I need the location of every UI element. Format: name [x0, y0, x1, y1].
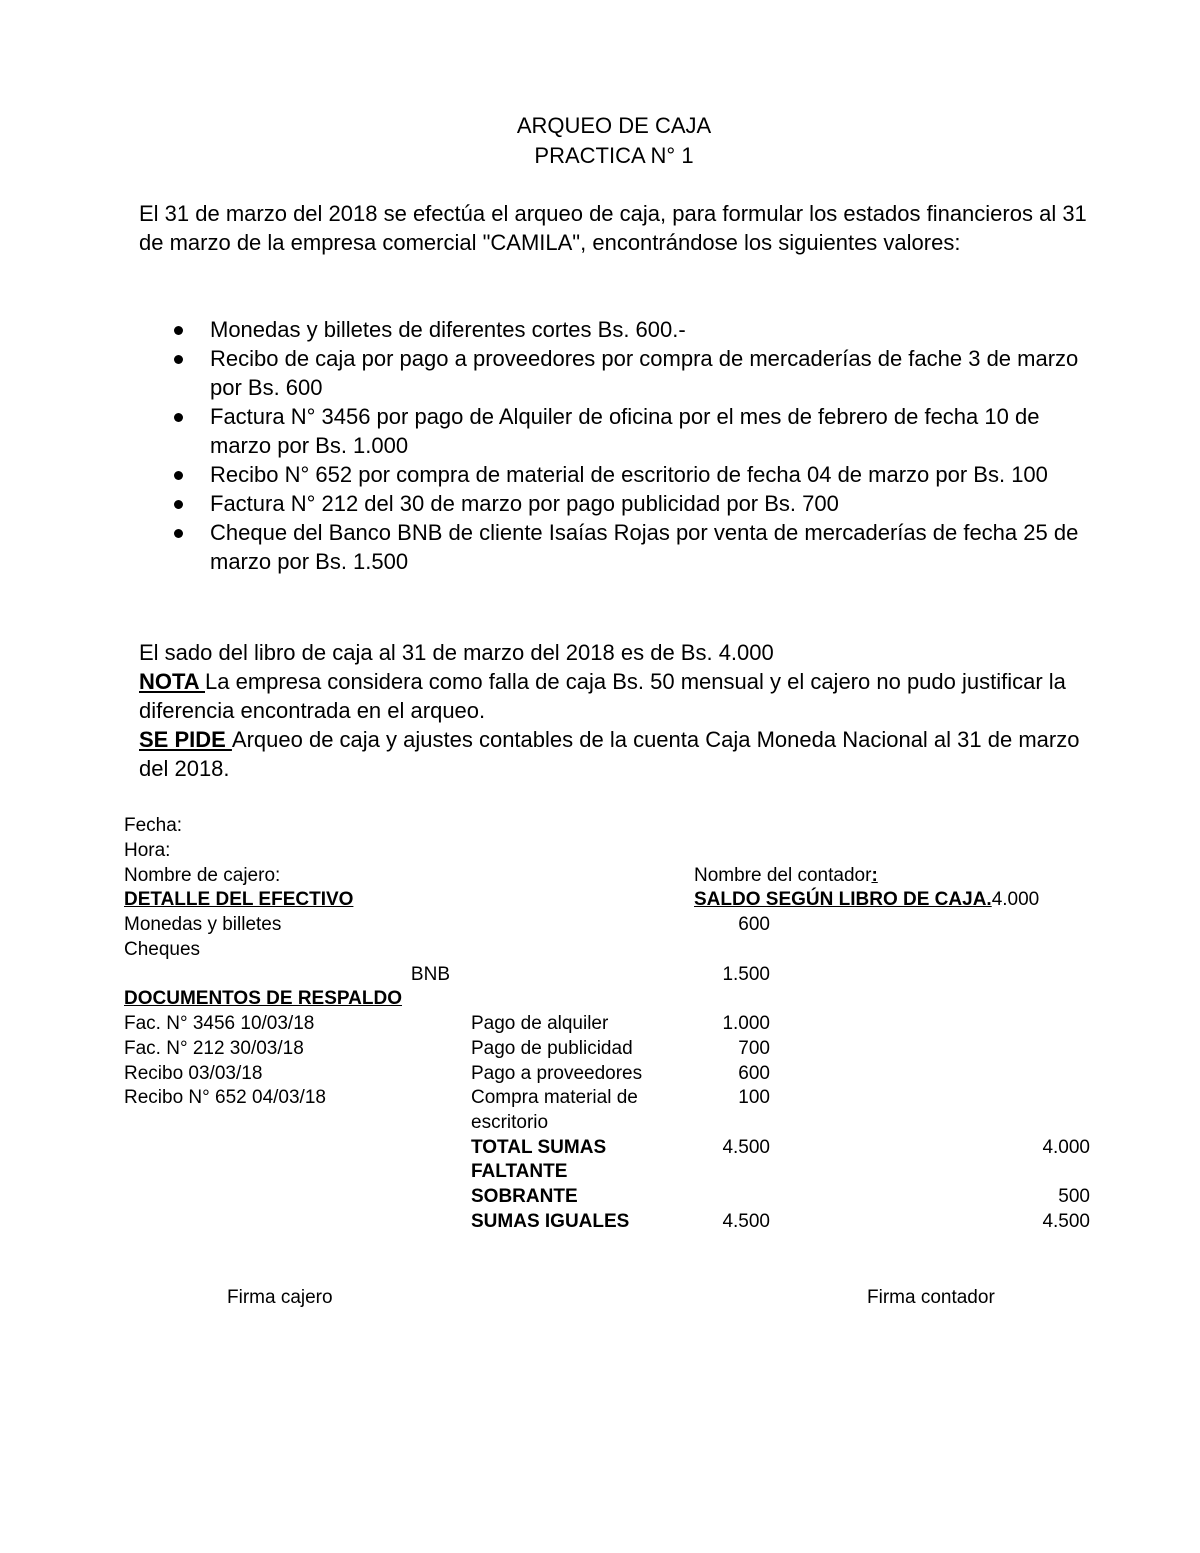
sobrante-right: 500 — [1058, 1186, 1090, 1207]
bnb-label: BNB — [410, 964, 450, 985]
doc-concept: Pago de alquiler — [471, 1013, 609, 1034]
nota-text: La empresa considera como falla de caja Bs. 50 mensual y el cajero no pudo justificar la diferencia encontrada en el arqueo. — [139, 669, 1066, 723]
saldo-libro-value: 4.000 — [991, 889, 1040, 910]
list-item: Factura N° 212 del 30 de marzo por pago publicidad por Bs. 700 — [210, 489, 1090, 518]
list-item: Recibo de caja por pago a proveedores por compra de mercaderías de fache 3 de marzo por Bs. 600 — [210, 344, 1090, 402]
sumas-iguales-value: 4.500 — [722, 1211, 770, 1232]
document-subtitle: PRACTICA N° 1 — [534, 143, 694, 168]
detalle-efectivo-heading: DETALLE DEL EFECTIVO — [124, 889, 354, 910]
nota-label: NOTA — [139, 669, 205, 694]
sumas-iguales-label: SUMAS IGUALES — [471, 1211, 630, 1232]
list-item: Cheque del Banco BNB de cliente Isaías Rojas por venta de mercaderías de fecha 25 de marzo por Bs. 1.500 — [210, 518, 1090, 576]
documentos-heading: DOCUMENTOS DE RESPALDO — [124, 988, 402, 1009]
total-sumas-label: TOTAL SUMAS — [471, 1137, 607, 1158]
bullet-icon — [174, 355, 183, 364]
se-pide-label: SE PIDE — [139, 727, 232, 752]
doc-number: Fac. N° 212 30/03/18 — [124, 1038, 304, 1059]
values-list — [210, 315, 1090, 576]
saldo-libro-label: SALDO SEGÚN LIBRO DE CAJA. — [694, 889, 992, 910]
monedas-value: 600 — [738, 914, 770, 935]
doc-value: 1.000 — [722, 1013, 770, 1034]
cajero-label: Nombre de cajero: — [124, 865, 281, 886]
se-pide-paragraph — [139, 725, 1089, 783]
sobrante-label: SOBRANTE — [471, 1186, 578, 1207]
doc-concept-continued: escritorio — [471, 1112, 549, 1133]
bullet-icon — [174, 529, 183, 538]
monedas-label: Monedas y billetes — [124, 914, 282, 935]
bullet-icon — [174, 500, 183, 509]
bullet-icon — [174, 413, 183, 422]
bullet-icon — [174, 326, 183, 335]
doc-concept: Pago a proveedores — [471, 1063, 643, 1084]
doc-value: 600 — [738, 1063, 770, 1084]
faltante-label: FALTANTE — [471, 1161, 568, 1182]
doc-number: Recibo N° 652 04/03/18 — [124, 1087, 326, 1108]
saldo-paragraph: El sado del libro de caja al 31 de marzo del 2018 es de Bs. 4.000 — [139, 640, 774, 665]
hora-label: Hora: — [124, 840, 171, 861]
nota-paragraph — [139, 667, 1089, 725]
doc-number: Fac. N° 3456 10/03/18 — [124, 1013, 315, 1034]
se-pide-text: Arqueo de caja y ajustes contables de la cuenta Caja Moneda Nacional al 31 de marzo del 2018. — [139, 727, 1080, 781]
list-item: Monedas y billetes de diferentes cortes Bs. 600.- — [210, 315, 1090, 344]
saldo-libro — [694, 888, 1039, 912]
fecha-label: Fecha: — [124, 815, 183, 836]
sumas-iguales-right: 4.500 — [1042, 1211, 1090, 1232]
total-sumas-value: 4.500 — [722, 1137, 770, 1158]
document-title: ARQUEO DE CAJA — [516, 113, 712, 138]
firma-contador: Firma contador — [867, 1287, 995, 1308]
bullet-icon — [174, 471, 183, 480]
doc-number: Recibo 03/03/18 — [124, 1063, 263, 1084]
cheques-label: Cheques — [124, 939, 201, 960]
firma-cajero: Firma cajero — [227, 1287, 333, 1308]
list-item: Factura N° 3456 por pago de Alquiler de oficina por el mes de febrero de fecha 10 de marzo por Bs. 1.000 — [210, 402, 1090, 460]
doc-value: 100 — [738, 1087, 770, 1108]
doc-value: 700 — [738, 1038, 770, 1059]
contador-label: Nombre del contador: — [694, 865, 878, 886]
list-item: Recibo N° 652 por compra de material de escritorio de fecha 04 de marzo por Bs. 100 — [210, 460, 1090, 489]
doc-concept: Compra material de — [471, 1087, 638, 1108]
total-sumas-right: 4.000 — [1042, 1137, 1090, 1158]
doc-concept: Pago de publicidad — [471, 1038, 633, 1059]
intro-paragraph: El 31 de marzo del 2018 se efectúa el arqueo de caja, para formular los estados financieros al 31 de marzo de la empresa comercial "CAMILA", encontrándose los siguientes valores: — [139, 201, 1087, 255]
bnb-value: 1.500 — [722, 964, 770, 985]
